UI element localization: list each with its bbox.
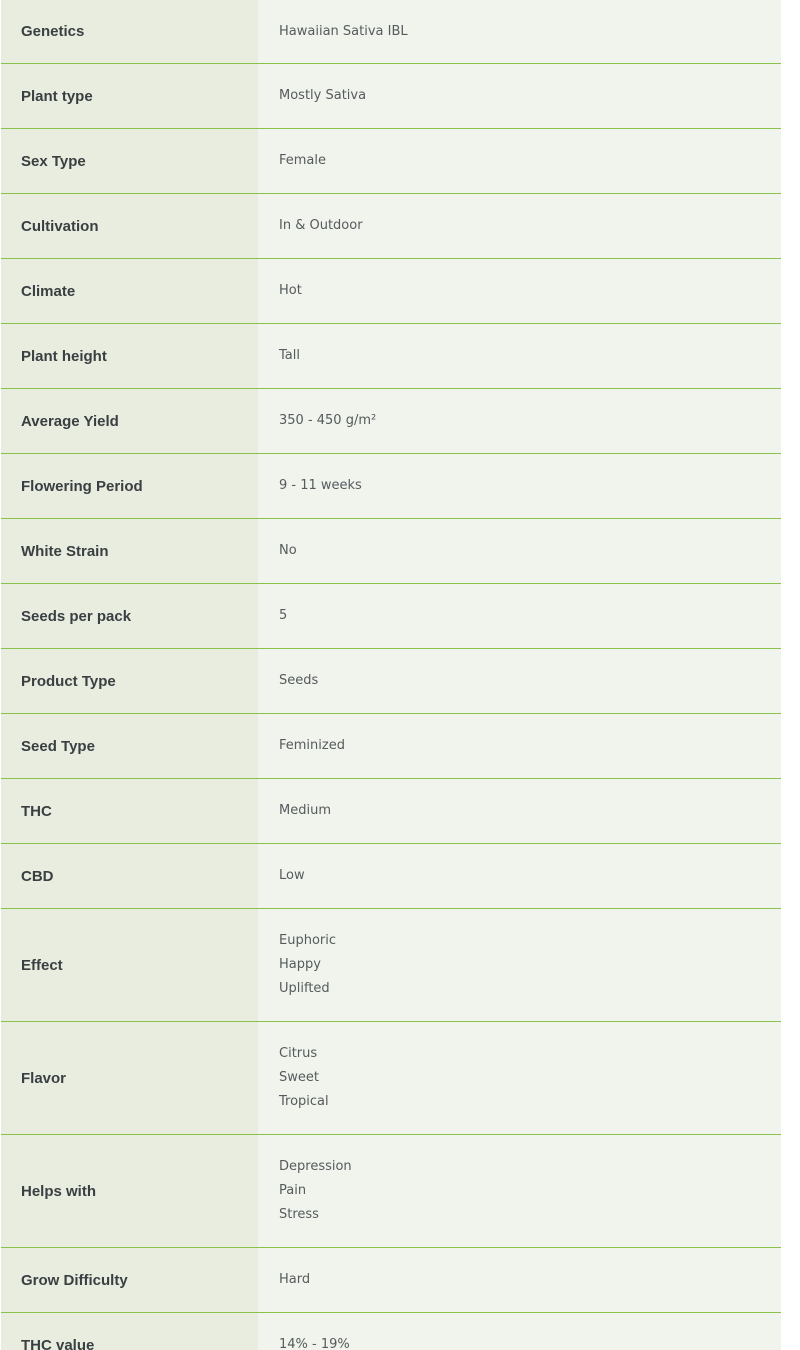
spec-value-item: Uplifted [279, 981, 330, 996]
spec-label: THC value [1, 1313, 258, 1350]
spec-value [258, 649, 781, 714]
spec-row-helps-with [1, 1135, 781, 1248]
spec-value-item: 9 - 11 weeks [279, 478, 362, 493]
spec-row-flowering-period [1, 454, 781, 519]
spec-row-product-type [1, 649, 781, 714]
spec-label: Cultivation [1, 194, 258, 259]
spec-label: Product Type [1, 649, 258, 714]
spec-row-flavor [1, 1022, 781, 1135]
spec-value-item: In & Outdoor [279, 218, 363, 233]
spec-value [258, 454, 781, 519]
spec-value-item: Hawaiian Sativa IBL [279, 23, 408, 39]
spec-row-genetics [1, 0, 781, 64]
spec-row-effect [1, 909, 781, 1022]
spec-value [258, 584, 781, 649]
spec-value [258, 779, 781, 844]
spec-value-item: Hard [279, 1272, 311, 1287]
spec-label: White Strain [1, 519, 258, 584]
spec-label: Grow Difficulty [1, 1248, 258, 1313]
spec-value-item: Hot [279, 283, 302, 298]
spec-value-item: Medium [279, 803, 331, 818]
spec-value-item: Depression [279, 1159, 352, 1174]
spec-label: Sex Type [1, 129, 258, 194]
spec-value-item: Feminized [279, 738, 345, 753]
spec-value-item: 5 [279, 608, 288, 623]
spec-row-plant-type [1, 64, 781, 129]
spec-value-item: No [279, 543, 297, 558]
spec-row-cbd [1, 844, 781, 909]
spec-label: Flowering Period [1, 454, 258, 519]
specs-body [1, 0, 781, 1350]
spec-row-climate [1, 259, 781, 324]
spec-row-white-strain [1, 519, 781, 584]
spec-label: Climate [1, 259, 258, 324]
spec-row-plant-height [1, 324, 781, 389]
spec-value-item: Mostly Sativa [279, 88, 367, 103]
spec-value-item: Happy [279, 957, 321, 972]
spec-value-item: Female [279, 153, 327, 168]
spec-value [258, 129, 781, 194]
page-scrollbar-track[interactable] [781, 0, 800, 1350]
spec-value [258, 1135, 781, 1248]
spec-value [258, 714, 781, 779]
spec-value [258, 844, 781, 909]
spec-label: Seed Type [1, 714, 258, 779]
spec-row-thc [1, 779, 781, 844]
spec-value-item: Seeds [279, 673, 319, 688]
spec-row-grow-difficulty [1, 1248, 781, 1313]
spec-label: Effect [1, 909, 258, 1022]
spec-value [258, 0, 781, 64]
spec-value-item: 14% - 19% [279, 1337, 350, 1350]
spec-row-average-yield [1, 389, 781, 454]
spec-row-seed-type [1, 714, 781, 779]
spec-row-cultivation [1, 194, 781, 259]
spec-value [258, 194, 781, 259]
spec-row-seeds-per-pack [1, 584, 781, 649]
spec-label: Flavor [1, 1022, 258, 1135]
spec-label: Genetics [1, 0, 258, 64]
spec-value [258, 909, 781, 1022]
spec-value-item: Sweet [279, 1070, 319, 1085]
spec-value [258, 1022, 781, 1135]
spec-value [258, 389, 781, 454]
spec-value-item: 350 - 450 g/m² [279, 413, 377, 428]
spec-label: Helps with [1, 1135, 258, 1248]
spec-value-item: Low [279, 868, 305, 883]
spec-value [258, 259, 781, 324]
spec-value-item: Citrus [279, 1046, 318, 1061]
spec-value-item: Tropical [279, 1094, 329, 1109]
spec-label: Seeds per pack [1, 584, 258, 649]
spec-value-item: Euphoric [279, 933, 337, 948]
spec-value [258, 1313, 781, 1350]
spec-value-item: Stress [279, 1207, 319, 1222]
spec-label: Average Yield [1, 389, 258, 454]
spec-label: CBD [1, 844, 258, 909]
spec-row-sex-type [1, 129, 781, 194]
product-specs-table [1, 0, 781, 1350]
spec-value-item: Tall [279, 348, 300, 363]
spec-label: Plant height [1, 324, 258, 389]
spec-label: Plant type [1, 64, 258, 129]
spec-row-thc-value [1, 1313, 781, 1350]
spec-value-item: Pain [279, 1183, 307, 1198]
spec-value [258, 1248, 781, 1313]
spec-value [258, 324, 781, 389]
spec-value [258, 64, 781, 129]
spec-label: THC [1, 779, 258, 844]
spec-value [258, 519, 781, 584]
